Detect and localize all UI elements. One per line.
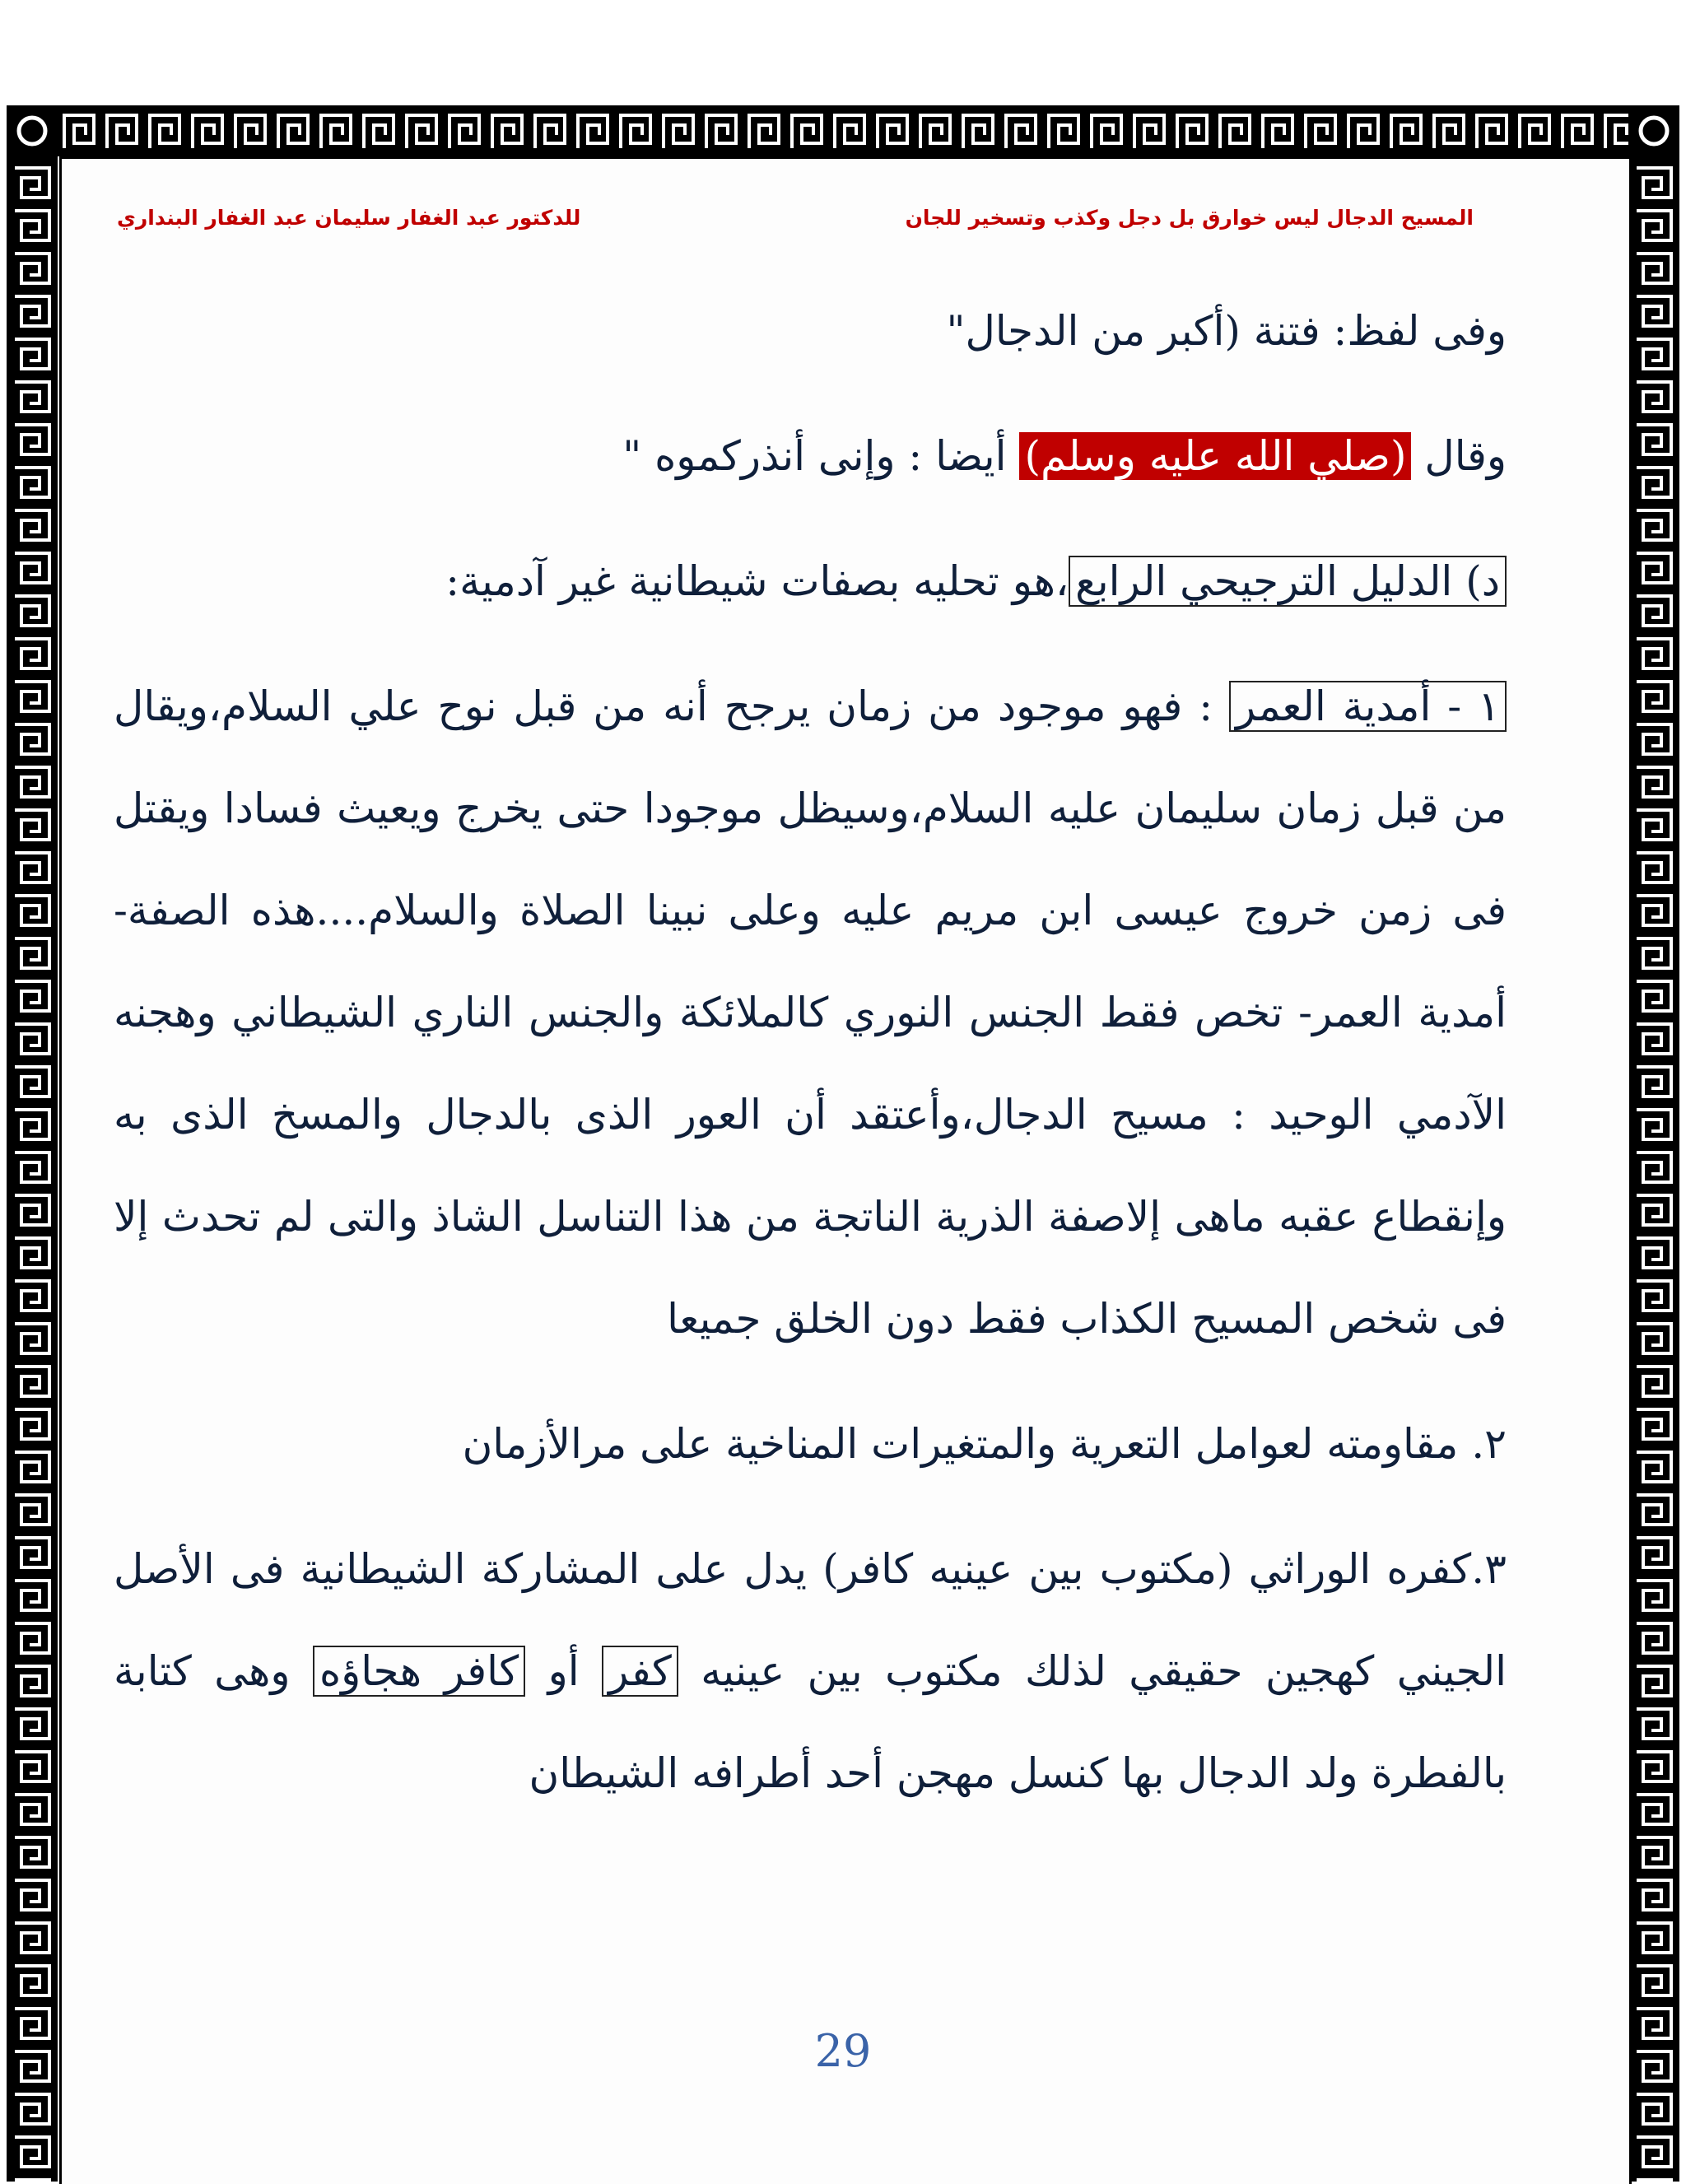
- paragraph-warning: [114, 405, 1507, 507]
- section-heading-text: ،هو تحليه بصفات شيطانية غير آدمية:: [445, 557, 1069, 605]
- greek-key-border-left: [7, 156, 58, 2182]
- word-kufr-boxed: كفر: [602, 1646, 678, 1697]
- point-3-paragraph: [114, 1518, 1507, 1824]
- book-title-header: المسيح الدجال ليس خوارق بل دجل وكذب وتسخير للجان: [905, 206, 1474, 230]
- point-2-text: ٢. مقاومته لعوامل التعرية والمتغيرات المناخية على مرالأزمان: [462, 1420, 1507, 1468]
- warning-text: أيضا : وإنى أنذركموه ": [622, 432, 1020, 480]
- salutation-highlight: (صلي الله عليه وسلم): [1019, 432, 1411, 480]
- said-prefix: وقال: [1411, 432, 1507, 480]
- page-body: [114, 280, 1507, 1824]
- point-2-paragraph: [114, 1393, 1507, 1495]
- point-3-text-b: وهى كتابة بالفطرة ولد الدجال بها كنسل مهجن أحد أطرافه الشيطان: [114, 1647, 1507, 1797]
- word-kafir-boxed: كافر هجاؤه: [313, 1646, 525, 1697]
- point-1-title-boxed: ١ - أمدية العمر: [1229, 681, 1507, 732]
- point-3-or: أو: [525, 1647, 603, 1695]
- author-header: للدكتور عبد الغفار سليمان عبد الغفار البنداري: [117, 206, 581, 230]
- hadith-text: وفى لفظ: فتنة (أكبر من الدجال": [946, 307, 1507, 355]
- paragraph-hadith-line: [114, 280, 1507, 382]
- section-heading: [114, 530, 1507, 632]
- page-number: 29: [814, 2025, 872, 2077]
- point-1-paragraph: [114, 655, 1507, 1370]
- greek-key-border-top: [7, 105, 1679, 156]
- point-3-text-a: ٣.كفره الوراثي (مكتوب بين عينيه كافر) يدل على المشاركة الشيطانية فى الأصل الجيني كهجين حقيقي لذلك مكتوب بين عينيه: [114, 1545, 1507, 1695]
- greek-key-border-right: [1628, 156, 1679, 2182]
- section-heading-boxed: د) الدليل الترجيحي الرابع: [1069, 556, 1507, 607]
- point-1-text: : فهو موجود من زمان يرجح أنه من قبل نوح علي السلام،ويقال من قبل زمان سليمان عليه السلام،وسيظل موجودا حتى يخرج ويعيث فسادا ويقتل فى زمن خروج عيسى ابن مريم عليه وعلى نبينا الصلاة والسلام....هذه الصفة-أمدية العمر- تخص فقط الجنس النوري كالملائكة والجنس الناري الشيطاني وهجنه الآدمي الوحيد : مسيح الدجال،وأعتقد أن العور الذى بالدجال والمسخ الذى به وإنقطاع عقبه ماهى إلاصفة الذرية الناتجة من هذا التناسل الشاذ والتى لم تحدث إلا فى شخص المسيح الكذاب فقط دون الخلق جميعا: [114, 682, 1507, 1343]
